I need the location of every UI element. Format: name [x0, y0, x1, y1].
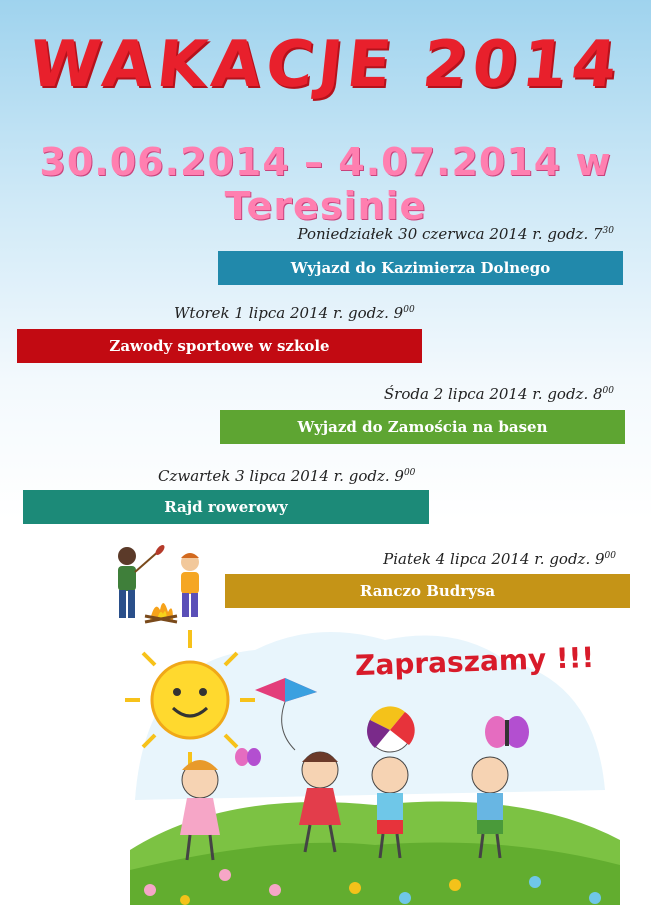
- event-date-thursday: Czwartek 3 lipca 2014 r. godz. $9^{00}$: [158, 467, 416, 485]
- event-date-tuesday: Wtorek 1 lipca 2014 r. godz. $9^{00}$: [174, 304, 415, 322]
- event-date-wednesday: Środa 2 lipca 2014 r. godz. $8^{00}$: [383, 385, 614, 403]
- event-date-friday: Piatek 4 lipca 2014 r. godz. $9^{00}$: [383, 550, 616, 568]
- event-bar-wednesday: Wyjazd do Zamościa na basen: [220, 410, 625, 444]
- poster-title: WAKACJE 2014: [25, 28, 626, 102]
- event-bar-tuesday: Zawody sportowe w szkole: [17, 329, 422, 363]
- butterfly-icon: [485, 716, 529, 748]
- poster-subtitle: 30.06.2014 – 4.07.2014 w Teresinie: [39, 140, 612, 228]
- invite-text: Zapraszamy !!!: [354, 640, 595, 683]
- campfire-illustration: [105, 540, 220, 625]
- event-bar-friday: Ranczo Budrysa: [225, 574, 630, 608]
- event-bar-monday: Wyjazd do Kazimierza Dolnego: [218, 251, 623, 285]
- event-bar-thursday: Rajd rowerowy: [23, 490, 429, 524]
- event-date-monday: Poniedziałek 30 czerwca 2014 r. godz. $7^{30}$: [297, 225, 614, 243]
